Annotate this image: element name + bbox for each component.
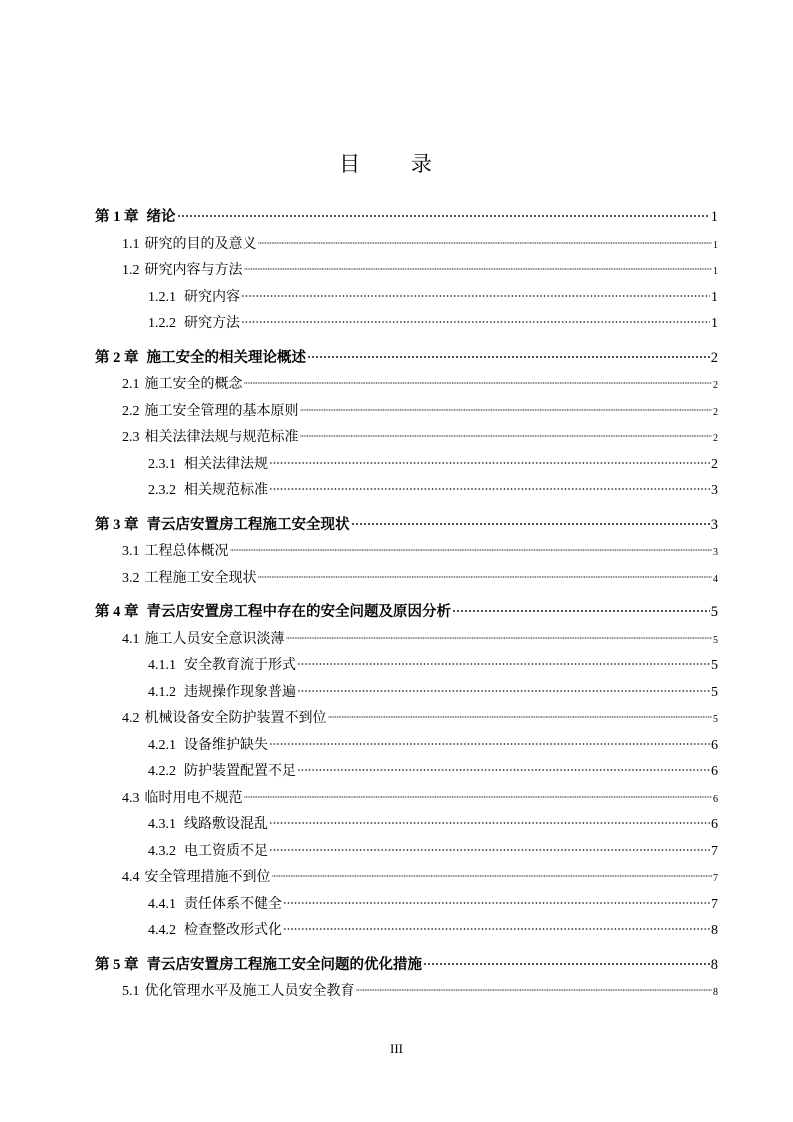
toc-dot-leader bbox=[283, 902, 710, 904]
toc-section-entry[interactable] bbox=[95, 864, 718, 891]
toc-entry-page: 1 bbox=[711, 316, 718, 331]
toc-dot-leader bbox=[258, 242, 713, 244]
toc-subsection-entry[interactable] bbox=[95, 284, 718, 311]
toc-section-entry[interactable] bbox=[95, 785, 718, 812]
toc-entry-title: 安全管理措施不到位 bbox=[144, 869, 271, 885]
toc-entry-title: 青云店安置房工程施工安全问题的优化措施 bbox=[146, 956, 422, 973]
toc-dot-leader bbox=[244, 382, 713, 384]
toc-entry-title: 责任体系不健全 bbox=[184, 895, 282, 912]
toc-entry-page: 7 bbox=[711, 843, 718, 859]
toc-entry-title: 施工安全管理的基本原则 bbox=[144, 402, 299, 419]
toc-entry-title: 研究内容 bbox=[184, 288, 240, 305]
toc-entry-number: 2.3 bbox=[122, 430, 140, 445]
toc-entry-title: 临时用电不规范 bbox=[144, 789, 243, 806]
toc-entry-title: 相关规范标准 bbox=[184, 482, 268, 498]
toc-entry-title: 机械设备安全防护装置不到位 bbox=[144, 710, 327, 726]
toc-entry-page: 7 bbox=[713, 873, 718, 884]
toc-subsection-entry[interactable] bbox=[95, 917, 718, 944]
toc-entry-page: 3 bbox=[710, 516, 718, 533]
toc-entry-page: 4 bbox=[713, 573, 718, 585]
toc-dot-leader bbox=[297, 690, 710, 692]
toc-entry-page: 2 bbox=[713, 406, 718, 418]
toc-entry-page: 1 bbox=[713, 239, 718, 251]
toc-subsection-entry[interactable] bbox=[95, 477, 718, 504]
toc-dot-leader bbox=[272, 875, 713, 877]
toc-section-entry[interactable] bbox=[95, 257, 718, 284]
toc-entry-title: 绪论 bbox=[146, 209, 176, 225]
toc-chapter-entry[interactable] bbox=[95, 345, 718, 372]
toc-entry-page: 6 bbox=[711, 737, 718, 753]
toc-dot-leader bbox=[269, 743, 710, 745]
toc-entry-title: 设备维护缺失 bbox=[184, 736, 268, 753]
toc-entry-page: 8 bbox=[711, 923, 718, 938]
toc-chapter-entry[interactable] bbox=[95, 952, 718, 979]
toc-dot-leader bbox=[297, 769, 710, 771]
toc-entry-title: 研究的目的及意义 bbox=[144, 235, 257, 252]
toc-entry-number: 1.2.2 bbox=[148, 316, 176, 331]
toc-entry-page: 1 bbox=[711, 289, 718, 305]
toc-subsection-entry[interactable] bbox=[95, 758, 718, 785]
toc-entry-page: 5 bbox=[710, 604, 718, 620]
toc-entry-number: 2.3.2 bbox=[148, 483, 176, 498]
toc-entry-page: 8 bbox=[710, 956, 718, 973]
toc-entry-title: 施工人员安全意识淡薄 bbox=[144, 630, 285, 647]
toc-dot-leader bbox=[269, 488, 710, 490]
toc-dot-leader bbox=[300, 435, 713, 437]
toc-entry-number: 4.2 bbox=[122, 711, 140, 726]
toc-entry-page: 8 bbox=[713, 987, 718, 998]
toc-entry-title: 线路敷设混乱 bbox=[184, 816, 268, 832]
toc-entry-title: 工程施工安全现状 bbox=[144, 569, 257, 586]
toc-dot-leader bbox=[423, 963, 710, 965]
toc-entry-title: 研究内容与方法 bbox=[144, 262, 243, 278]
toc-dot-leader bbox=[328, 716, 713, 718]
toc-entry-page: 3 bbox=[711, 483, 718, 498]
toc-dot-leader bbox=[269, 849, 710, 851]
toc-entry-number: 2.2 bbox=[122, 403, 140, 419]
toc-entry-number: 3.2 bbox=[122, 570, 140, 586]
toc-subsection-entry[interactable] bbox=[95, 451, 718, 478]
page-title: 目 录 bbox=[339, 152, 454, 176]
toc-entry-page: 6 bbox=[711, 817, 718, 832]
toc-dot-leader bbox=[269, 822, 710, 824]
toc-entry-page: 5 bbox=[711, 684, 718, 700]
toc-entry-number: 4.4.2 bbox=[148, 923, 176, 938]
toc-entry-number: 4.4.1 bbox=[148, 896, 176, 912]
toc-section-entry[interactable] bbox=[95, 538, 718, 565]
toc-dot-leader bbox=[307, 356, 710, 358]
toc-dot-leader bbox=[177, 215, 710, 217]
toc-section-entry[interactable] bbox=[95, 231, 718, 258]
toc-entry-number: 第 3 章 bbox=[95, 516, 139, 533]
toc-entry-number: 4.4 bbox=[122, 870, 140, 885]
toc-dot-leader bbox=[356, 989, 713, 991]
toc-entry-page: 2 bbox=[710, 349, 718, 366]
toc-entry-page: 7 bbox=[711, 896, 718, 912]
toc-dot-leader bbox=[351, 523, 710, 525]
toc-subsection-entry[interactable] bbox=[95, 679, 718, 706]
toc-entry-title: 防护装置配置不足 bbox=[184, 763, 296, 779]
toc-entry-page: 5 bbox=[713, 634, 718, 646]
toc-entry-number: 1.1 bbox=[122, 236, 140, 252]
toc-subsection-entry[interactable] bbox=[95, 838, 718, 865]
toc-entry-number: 第 1 章 bbox=[95, 209, 139, 225]
toc-section-entry[interactable] bbox=[95, 371, 718, 398]
toc-section-entry[interactable] bbox=[95, 705, 718, 732]
toc-entry-title: 违规操作现象普遍 bbox=[184, 683, 296, 700]
toc-entry-number: 3.1 bbox=[122, 544, 140, 559]
toc-dot-leader bbox=[452, 610, 710, 612]
toc-entry-page: 6 bbox=[713, 793, 718, 805]
toc-entry-title: 青云店安置房工程施工安全现状 bbox=[146, 516, 350, 533]
toc-chapter-entry[interactable] bbox=[95, 512, 718, 539]
toc-chapter-entry[interactable] bbox=[95, 204, 718, 231]
toc-dot-leader bbox=[244, 268, 713, 270]
toc-subsection-entry[interactable] bbox=[95, 310, 718, 337]
toc-entry-number: 2.3.1 bbox=[148, 456, 176, 472]
toc-entry-title: 检查整改形式化 bbox=[184, 922, 282, 938]
toc-entry-number: 1.2.1 bbox=[148, 289, 176, 305]
toc-entry-page: 3 bbox=[713, 547, 718, 558]
toc-entry-page: 2 bbox=[713, 380, 718, 391]
toc-section-entry[interactable] bbox=[95, 626, 718, 653]
toc-dot-leader bbox=[241, 321, 710, 323]
toc-subsection-entry[interactable] bbox=[95, 652, 718, 679]
toc-entry-page: 1 bbox=[710, 209, 718, 225]
toc-entry-page: 2 bbox=[711, 456, 718, 472]
toc-entry-title: 相关法律法规与规范标准 bbox=[144, 429, 299, 445]
toc-entry-title: 青云店安置房工程中存在的安全问题及原因分析 bbox=[146, 604, 451, 620]
toc-dot-leader bbox=[283, 928, 710, 930]
table-of-contents bbox=[95, 204, 718, 1005]
toc-entry-title: 施工安全的相关理论概述 bbox=[146, 349, 306, 366]
toc-entry-title: 相关法律法规 bbox=[184, 455, 268, 472]
toc-section-entry[interactable] bbox=[95, 978, 718, 1005]
toc-subsection-entry[interactable] bbox=[95, 732, 718, 759]
toc-entry-number: 4.1.1 bbox=[148, 658, 176, 673]
toc-section-entry[interactable] bbox=[95, 565, 718, 592]
toc-dot-leader bbox=[286, 637, 713, 639]
toc-dot-leader bbox=[258, 576, 713, 578]
toc-entry-page: 2 bbox=[713, 433, 718, 444]
toc-chapter-entry[interactable] bbox=[95, 599, 718, 626]
toc-dot-leader bbox=[230, 549, 713, 551]
toc-entry-number: 5.1 bbox=[122, 984, 140, 999]
toc-entry-number: 1.2 bbox=[122, 263, 140, 278]
toc-entry-number: 第 2 章 bbox=[95, 349, 139, 366]
toc-entry-title: 电工资质不足 bbox=[184, 842, 268, 859]
toc-entry-number: 4.3.2 bbox=[148, 843, 176, 859]
toc-entry-title: 工程总体概况 bbox=[144, 543, 229, 559]
page-number-footer: III bbox=[390, 1041, 403, 1056]
toc-entry-number: 4.2.1 bbox=[148, 737, 176, 753]
toc-entry-number: 4.2.2 bbox=[148, 764, 176, 779]
toc-entry-page: 5 bbox=[713, 714, 718, 725]
toc-entry-title: 施工安全的概念 bbox=[144, 376, 243, 392]
toc-section-entry[interactable] bbox=[95, 424, 718, 451]
toc-subsection-entry[interactable] bbox=[95, 811, 718, 838]
toc-dot-leader bbox=[269, 462, 710, 464]
toc-subsection-entry[interactable] bbox=[95, 891, 718, 918]
toc-entry-page: 5 bbox=[711, 658, 718, 673]
toc-dot-leader bbox=[241, 295, 710, 297]
toc-entry-number: 4.1.2 bbox=[148, 684, 176, 700]
toc-entry-number: 第 4 章 bbox=[95, 604, 139, 620]
toc-section-entry[interactable] bbox=[95, 398, 718, 425]
toc-dot-leader bbox=[244, 796, 713, 798]
toc-dot-leader bbox=[300, 409, 713, 411]
toc-dot-leader bbox=[297, 663, 710, 665]
toc-entry-page: 6 bbox=[711, 764, 718, 779]
toc-entry-title: 安全教育流于形式 bbox=[184, 657, 296, 673]
toc-entry-number: 第 5 章 bbox=[95, 956, 139, 973]
toc-entry-title: 优化管理水平及施工人员安全教育 bbox=[144, 983, 355, 999]
toc-entry-number: 2.1 bbox=[122, 377, 140, 392]
toc-entry-title: 研究方法 bbox=[184, 315, 240, 331]
toc-entry-number: 4.3 bbox=[122, 790, 140, 806]
toc-entry-number: 4.1 bbox=[122, 631, 140, 647]
toc-entry-page: 1 bbox=[713, 266, 718, 277]
toc-entry-number: 4.3.1 bbox=[148, 817, 176, 832]
